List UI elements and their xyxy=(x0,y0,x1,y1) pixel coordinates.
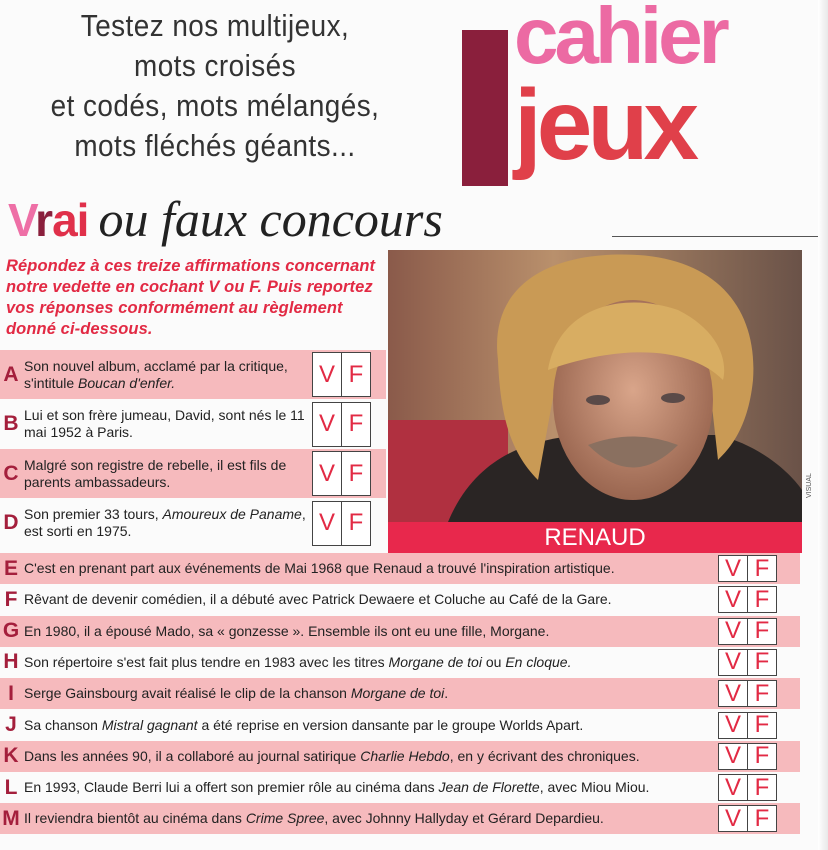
text-part: Serge Gainsbourg avait réalisé le clip de la chanson xyxy=(24,685,351,702)
checkbox-faux[interactable]: F xyxy=(747,744,776,769)
title-rest: ou faux concours xyxy=(98,191,443,247)
question-text xyxy=(22,623,716,640)
checkbox-faux[interactable]: F xyxy=(341,353,370,396)
checkbox-faux[interactable]: F xyxy=(747,556,776,581)
question-row-e xyxy=(0,553,800,584)
true-false-checkbox-group xyxy=(718,680,777,707)
photo-credit: VISUAL xyxy=(806,473,813,498)
true-false-checkbox-group xyxy=(718,805,777,832)
title-vrai: Vrai xyxy=(8,194,89,246)
true-false-checkbox-group xyxy=(312,501,371,546)
text-part: Lui et son frère jumeau, David, sont nés le 11 mai 1952 à Paris. xyxy=(24,407,305,440)
checkbox-vrai[interactable]: V xyxy=(318,360,335,388)
text-part: , avec Miou Miou. xyxy=(539,779,650,796)
true-false-checkbox-group xyxy=(718,649,777,676)
text-part: ou xyxy=(481,653,506,670)
question-row-j xyxy=(0,710,800,741)
logo-word-cahier: cahier xyxy=(514,0,726,80)
renaud-photo xyxy=(388,250,802,522)
question-letter: A xyxy=(3,362,19,386)
title-italic: Jean de Florette xyxy=(438,779,540,796)
text-part: , en y écrivant des chroniques. xyxy=(449,747,640,764)
promo-text xyxy=(22,6,409,166)
question-letter: G xyxy=(2,619,20,643)
checkbox-vrai[interactable]: V xyxy=(724,617,741,645)
text-part: Malgré son registre de rebelle, il est fils de parents ambassadeurs. xyxy=(24,456,287,490)
cahier-jeux-logo xyxy=(460,0,828,186)
instructions: Répondez à ces treize affirmations concernant notre vedette en cochant V ou F. Puis reportez vos réponses conformément au règlement donné ci-dessous. xyxy=(6,257,376,338)
question-letter: H xyxy=(3,650,19,674)
checkbox-vrai[interactable]: V xyxy=(724,679,741,707)
question-text xyxy=(22,717,716,734)
question-text xyxy=(22,654,716,671)
question-row-d xyxy=(0,499,386,548)
true-false-checkbox-group xyxy=(718,555,777,582)
checkbox-faux[interactable]: F xyxy=(747,587,776,612)
true-false-checkbox-group xyxy=(718,618,777,645)
question-row-c xyxy=(0,449,386,498)
logo-bar xyxy=(462,30,508,186)
checkbox-faux[interactable]: F xyxy=(747,650,776,675)
question-letter: M xyxy=(2,806,20,830)
checkbox-vrai[interactable]: V xyxy=(724,804,741,832)
text-part: C'est en prenant part aux événements de Mai 1968 que Renaud a trouvé l'inspiration artistique. xyxy=(24,560,615,576)
promo-line: mots croisés xyxy=(134,48,296,83)
text-part: Rêvant de devenir comédien, il a débuté avec Patrick Dewaere et Coluche au Café de la Gare. xyxy=(24,591,612,608)
question-letter: I xyxy=(8,681,14,705)
true-false-checkbox-group xyxy=(312,352,371,397)
text-part: Dans les années 90, il a collaboré au journal satirique xyxy=(24,747,361,764)
promo-line: Testez nos multijeux, xyxy=(80,8,350,43)
question-text xyxy=(22,779,716,796)
photo-caption: RENAUD xyxy=(388,522,802,553)
title-italic: Boucan d'enfer. xyxy=(78,374,176,391)
title-rule xyxy=(612,236,828,237)
question-text xyxy=(22,407,309,441)
question-text xyxy=(22,591,716,608)
checkbox-faux[interactable]: F xyxy=(341,452,370,495)
checkbox-vrai[interactable]: V xyxy=(724,711,741,738)
checkbox-vrai[interactable]: V xyxy=(724,585,741,613)
text-part: a été reprise en version dansante par le groupe Worlds Apart. xyxy=(197,716,584,733)
title-italic: Morgane de toi xyxy=(388,653,482,670)
text-part: En 1980, il a épousé Mado, sa « gonzesse ». Ensemble ils ont eu une fille, Morgane. xyxy=(24,622,550,639)
title-italic: En cloque. xyxy=(505,653,572,670)
text-part: En 1993, Claude Berri lui a offert son premier rôle au cinéma dans xyxy=(24,779,439,796)
question-row-h xyxy=(0,647,800,678)
title-italic: Charlie Hebdo xyxy=(360,747,450,764)
true-false-checkbox-group xyxy=(718,743,777,770)
question-row-k xyxy=(0,741,800,772)
question-text xyxy=(22,506,309,540)
promo-line: mots fléchés géants... xyxy=(74,128,356,163)
question-letter: J xyxy=(5,713,17,736)
question-row-b xyxy=(0,400,386,449)
checkbox-vrai[interactable]: V xyxy=(724,773,741,801)
question-letter: D xyxy=(3,511,19,534)
checkbox-vrai[interactable]: V xyxy=(724,554,741,582)
question-row-f xyxy=(0,584,800,615)
text-part: Son répertoire s'est fait plus tendre en 1983 avec les titres xyxy=(24,653,389,670)
checkbox-vrai[interactable]: V xyxy=(318,410,335,437)
checkbox-vrai[interactable]: V xyxy=(724,648,741,676)
question-letter: K xyxy=(3,744,19,768)
text-part: , est sorti en 1975. xyxy=(24,506,306,539)
text-part: Son premier 33 tours, xyxy=(24,506,163,522)
question-letter: B xyxy=(3,412,19,435)
checkbox-vrai[interactable]: V xyxy=(318,509,335,536)
question-text xyxy=(22,810,716,827)
title-italic: Crime Spree xyxy=(245,810,325,827)
page-edge xyxy=(818,0,828,850)
question-text xyxy=(22,358,309,392)
checkbox-faux[interactable]: F xyxy=(341,403,370,446)
logo-word-jeux: jeux xyxy=(514,69,695,181)
true-false-checkbox-group xyxy=(718,712,777,739)
true-false-checkbox-group xyxy=(718,774,777,801)
question-letter: E xyxy=(3,556,18,580)
text-part: , avec Johnny Hallyday et Gérard Depardieu. xyxy=(324,810,604,827)
title-italic: Amoureux de Paname xyxy=(162,506,302,522)
question-letter: C xyxy=(3,461,19,485)
question-letter: L xyxy=(4,775,18,799)
checkbox-faux[interactable]: F xyxy=(747,713,776,738)
question-letter: F xyxy=(4,587,18,611)
checkbox-faux[interactable]: F xyxy=(747,806,776,831)
question-text xyxy=(22,457,309,491)
title-italic: Mistral gagnant xyxy=(101,716,198,733)
checkbox-faux[interactable]: F xyxy=(747,619,776,644)
page-title xyxy=(8,190,443,250)
question-text xyxy=(22,685,716,702)
checkbox-faux[interactable]: F xyxy=(747,775,776,800)
question-text xyxy=(22,748,716,765)
question-row-m xyxy=(0,803,800,834)
checkbox-vrai[interactable]: V xyxy=(318,459,335,487)
question-text xyxy=(22,560,716,577)
checkbox-faux[interactable]: F xyxy=(747,681,776,706)
question-row-a xyxy=(0,350,386,399)
text-part: Sa chanson xyxy=(24,716,102,733)
text-part: Il reviendra bientôt au cinéma dans xyxy=(24,810,246,827)
true-false-checkbox-group xyxy=(718,586,777,613)
title-italic: Morgane de toi xyxy=(350,685,445,702)
text-part: Son nouvel album, acclamé par la critique, s'intitule xyxy=(24,357,288,391)
question-row-l xyxy=(0,772,800,803)
checkbox-faux[interactable]: F xyxy=(341,502,370,545)
text-part: . xyxy=(444,685,449,702)
checkbox-vrai[interactable]: V xyxy=(724,742,741,770)
question-row-i xyxy=(0,678,800,709)
true-false-checkbox-group xyxy=(312,402,371,447)
true-false-checkbox-group xyxy=(312,451,371,496)
question-row-g xyxy=(0,616,800,647)
promo-line: et codés, mots mélangés, xyxy=(50,88,380,123)
